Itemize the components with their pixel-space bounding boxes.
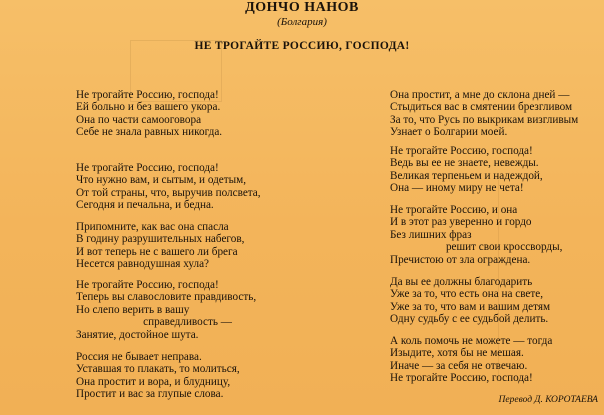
verse-line: Не трогайте Россию, господа! xyxy=(390,372,533,385)
verse-line: Ей больно и без вашего укора. xyxy=(76,101,221,114)
stanza-4 xyxy=(76,279,256,341)
verse-line: И вот теперь не с вашего ли брега xyxy=(76,245,238,258)
verse-line: Не трогайте Россию, господа! xyxy=(76,89,219,101)
stanza-5 xyxy=(76,351,240,401)
verse-line: От той страны, что, выручив полсвета, xyxy=(76,186,261,199)
stanza-2 xyxy=(76,162,261,212)
verse-line: Она простит, а мне до склона дней — xyxy=(390,89,570,101)
verse-line: Пречистою от зла ограждена. xyxy=(390,253,531,266)
author-name: ДОНЧО НАНОВ xyxy=(245,0,359,15)
author-country: (Болгария) xyxy=(277,16,327,28)
verse-line: Да вы ее должны благодарить xyxy=(390,276,533,288)
verse-line: Простит и вас за глупые слова. xyxy=(76,388,224,401)
verse-line: Что нужно вам, и сытым, и одетым, xyxy=(76,174,247,187)
verse-line: Уже за то, что есть она на свете, xyxy=(390,288,544,301)
verse-line: Несется равнодушная хула? xyxy=(76,258,210,271)
verse-line: Теперь вы славословите правдивость, xyxy=(76,291,257,304)
stanza-6 xyxy=(390,89,578,139)
verse-line: Сегодня и печальна, и бедна. xyxy=(76,199,214,212)
verse-line: Уставшая то плакать, то молиться, xyxy=(76,363,240,376)
verse-line: Великая терпеньем и надеждой, xyxy=(390,169,543,182)
verse-line: Без лишних фраз xyxy=(390,228,472,241)
stanza-8 xyxy=(390,204,562,266)
verse-line: Не трогайте Россию, и она xyxy=(390,204,518,216)
verse-line: Иначе — за себя не отвечаю. xyxy=(390,359,528,372)
verse-line: Не трогайте Россию, господа! xyxy=(76,279,219,291)
verse-line: Она по части самооговора xyxy=(76,113,202,126)
verse-line: Одну судьбу с ее судьбой делить. xyxy=(390,313,549,326)
translator-credit: Перевод Д. КОРОТАЕВА xyxy=(498,395,598,405)
verse-line: Изыдите, хотя бы не мешая. xyxy=(390,347,524,360)
verse-line: За то, что Русь по выкрикам визгливым xyxy=(390,113,579,126)
verse-line: Узнает о Болгарии моей. xyxy=(390,126,508,139)
stanza-9 xyxy=(390,276,550,326)
verse-line: Занятие, достойное шута. xyxy=(76,328,199,341)
stanza-1 xyxy=(76,89,222,139)
verse-line: Стыдиться вас в смятении брезгливом xyxy=(390,101,573,114)
verse-line: Она — иному миру не чета! xyxy=(390,182,524,195)
verse-line: Припомните, как вас она спасла xyxy=(76,221,229,233)
verse-line: Себе не знала равных никогда. xyxy=(76,126,223,139)
stanza-7 xyxy=(390,145,543,195)
verse-line: В годину разрушительных набегов, xyxy=(76,233,245,246)
verse-line: А коль помочь не можете — тогда xyxy=(390,335,553,347)
stanza-3 xyxy=(76,221,244,271)
verse-line: И в этот раз уверенно и гордо xyxy=(390,216,532,229)
verse-line: Уже за то, что вам и вашим детям xyxy=(390,300,551,313)
verse-line: Но слепо верить в вашу xyxy=(76,303,190,316)
verse-line: справедливость — xyxy=(76,316,232,329)
verse-line: решит свои кроссворды, xyxy=(390,241,563,254)
stanza-10 xyxy=(390,335,552,385)
poem-title: НЕ ТРОГАЙТЕ РОССИЮ, ГОСПОДА! xyxy=(194,40,410,52)
verse-line: Она простит и вора, и блудницу, xyxy=(76,375,231,388)
verse-line: Не трогайте Россию, господа! xyxy=(390,145,533,157)
verse-line: Не трогайте Россию, господа! xyxy=(76,162,219,174)
verse-line: Россия не бывает неправа. xyxy=(76,351,202,363)
verse-line: Ведь вы ее не знаете, невежды. xyxy=(390,157,539,170)
